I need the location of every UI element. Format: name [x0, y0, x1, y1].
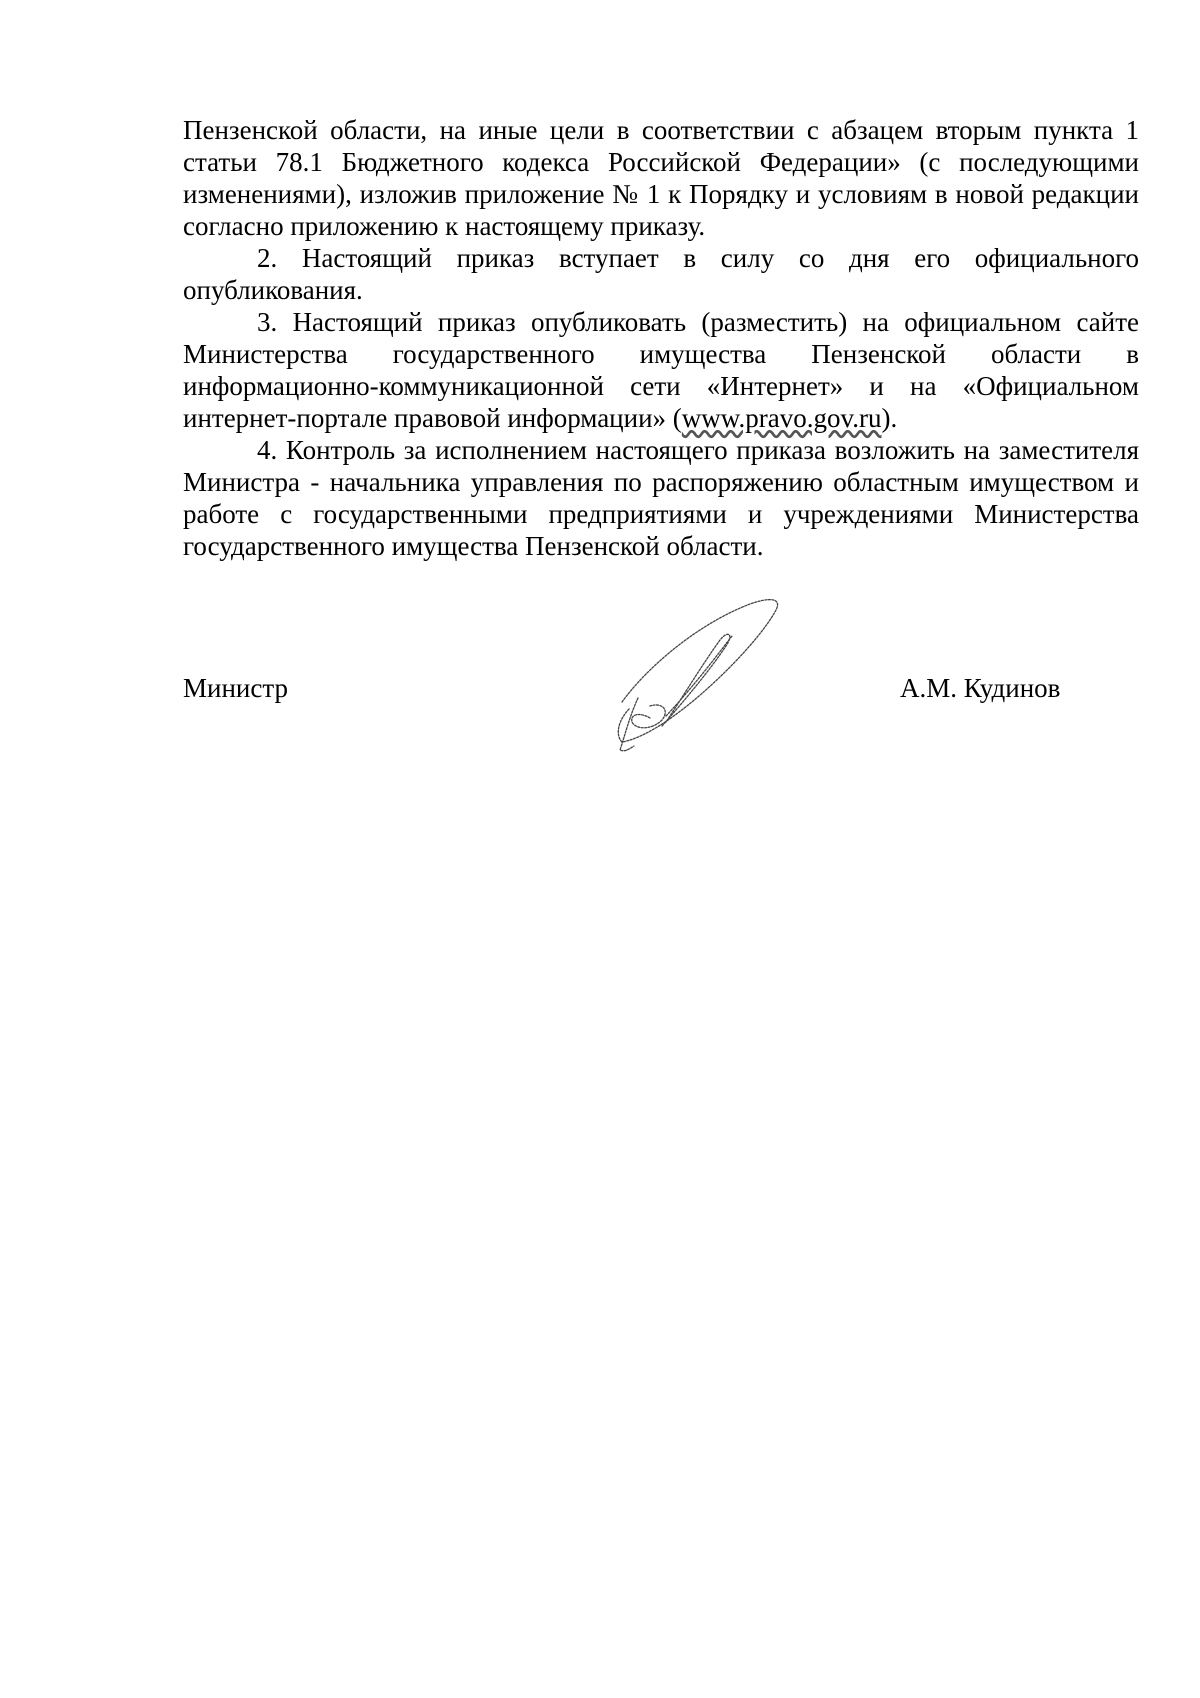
pravo-link[interactable]: www.pravo.gov.ru: [681, 403, 882, 433]
paragraph-4: 4. Контроль за исполнением настоящего приказа возложить на заместителя Министра - начальника управления по распоряжению областным имуществом и работе с государственными предприятиями и учреждениями Министерства государственного имущества Пензенской области.: [183, 435, 1139, 561]
handwritten-signature: [600, 590, 800, 760]
paragraph-1: Пензенской области, на иные цели в соответствии с абзацем вторым пункта 1 статьи 78.1 Бюджетного кодекса Российской Федерации» (с последующими изменениями), изложив приложение № 1 к Порядку и условиям в новой редакции согласно приложению к настоящему приказу.: [183, 115, 1139, 241]
document-body: [183, 114, 1139, 562]
paragraph-3-text: 3. Настоящий приказ опубликовать (разместить) на официальном сайте Министерства государственного имущества Пензенской области в информационно-коммуникационной сети «Интернет» и на «Официальном интернет-портале правовой информации» (: [183, 307, 1139, 433]
paragraph-3-end: ).: [881, 403, 898, 433]
signatory-name: А.М. Кудинов: [900, 673, 1061, 703]
paragraph-3: [183, 306, 1139, 434]
signatory-title: Министр: [183, 673, 288, 703]
paragraph-2: 2. Настоящий приказ вступает в силу со дня его официального опубликования.: [183, 243, 1139, 305]
